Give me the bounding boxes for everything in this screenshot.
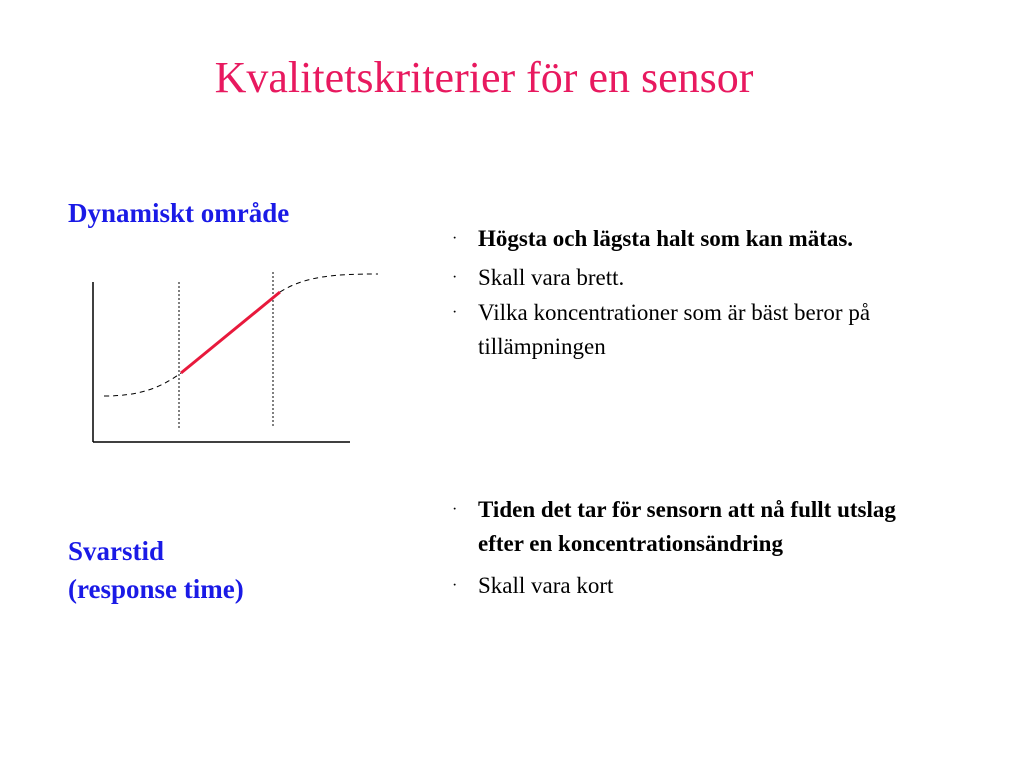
response-bullet-2	[452, 569, 982, 603]
bullet-text: Skall vara brett.	[478, 265, 625, 290]
bullet-dot: ·	[452, 230, 458, 247]
bullet-text: Skall vara kort	[478, 573, 614, 598]
bullet-text: Högsta och lägsta halt som kan mätas.	[478, 226, 854, 251]
upper-nonlinear-curve	[280, 274, 378, 292]
slide-title: Kvalitetskriterier för en sensor	[214, 53, 754, 102]
dynamic-bullet-1	[452, 222, 982, 256]
dynamic-bullet-2	[452, 261, 982, 295]
linear-range-segment	[181, 292, 280, 373]
bullet-text: Tiden det tar för sensorn att nå fullt utslag efter en koncentrationsändring	[478, 497, 896, 556]
lower-nonlinear-curve	[104, 373, 181, 396]
bullet-dot: ·	[452, 304, 458, 321]
heading-dynamic-range: Dynamiskt område	[68, 198, 290, 228]
heading-response-line1: Svarstid	[68, 536, 165, 566]
bullet-text: Vilka koncentrationer som är bäst beror på tillämpningen	[478, 300, 871, 359]
bullet-dot: ·	[452, 269, 458, 286]
bullet-dot: ·	[452, 577, 458, 594]
heading-response-line2: (response time)	[68, 574, 244, 604]
response-bullet-1	[452, 493, 942, 561]
bullet-dot: ·	[452, 501, 458, 518]
heading-response-time	[68, 532, 244, 608]
dynamic-bullet-3	[452, 296, 967, 364]
